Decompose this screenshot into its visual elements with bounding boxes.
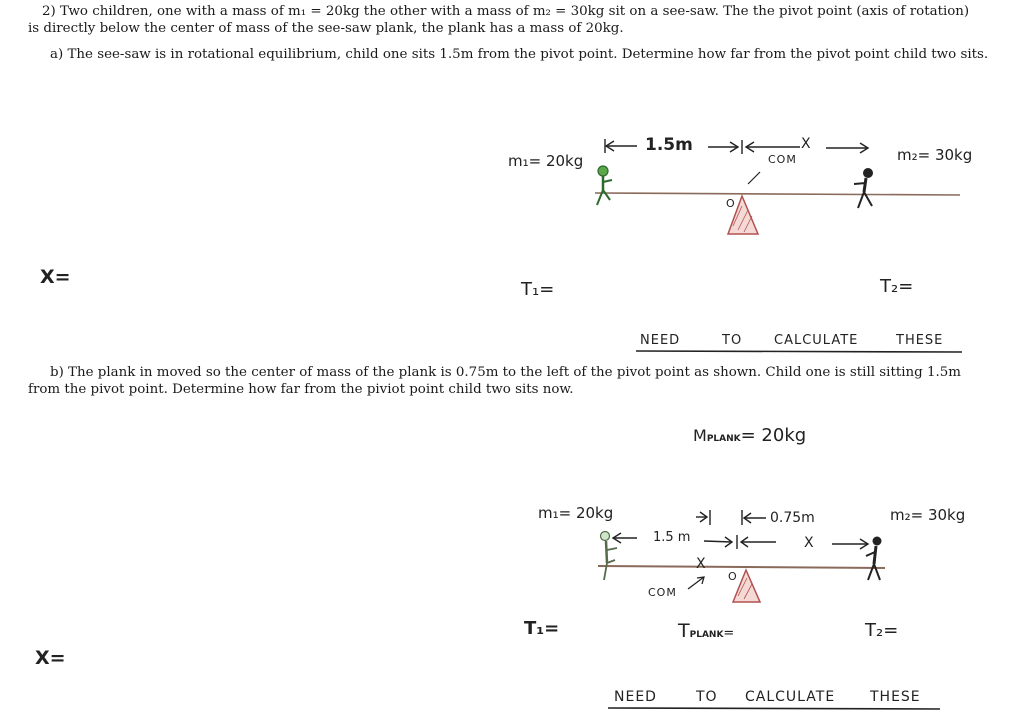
need-a: NEED	[640, 333, 681, 348]
tau2-label-b: T₂=	[865, 620, 899, 641]
part-a-question: a) The see-saw is in rotational equilibrium, child one sits 1.5m from the pivot point. Determine how far from the pivot point child two sits.	[50, 47, 989, 62]
child-two-figure-b	[866, 537, 882, 581]
child-one-figure-a	[597, 166, 612, 205]
problem-intro-line1: 2) Two children, one with a mass of m₁ = 20kg the other with a mass of m₂ = 30kg sit on a see-saw. The the pivot point (axis of rotation)	[42, 4, 970, 19]
these-b: THESE	[870, 689, 921, 705]
tau2-label-a: T₂=	[880, 276, 914, 297]
m2-label-b: m₂= 30kg	[890, 506, 966, 524]
x-mark-a: X	[801, 136, 811, 152]
child-two-figure-a	[854, 168, 873, 208]
x-equals-b: X=	[35, 647, 66, 669]
tau-plank-symbol: T	[678, 620, 690, 642]
com-label-b: COM	[648, 586, 677, 599]
tau1-label-b: T₁=	[524, 618, 560, 639]
tau-plank-label	[678, 620, 734, 642]
part-b-question-line2: from the pivot point. Determine how far from the piviot point child two sits now.	[28, 382, 574, 397]
to-a: TO	[722, 333, 743, 348]
com-label-a: COM	[768, 153, 797, 166]
pivot-triangle-b	[733, 570, 760, 602]
plank-a	[595, 193, 960, 195]
distance-1p5-label-b: 1.5 m	[653, 530, 691, 545]
pivot-label-a: O	[726, 197, 735, 210]
need-b: NEED	[614, 689, 657, 705]
plank-b	[598, 566, 885, 568]
pivot-label-b: O	[728, 570, 737, 583]
m-plank-subscript: PLANK	[706, 434, 741, 444]
x-equals-a: X=	[40, 266, 71, 288]
distance-label-a: 1.5m	[645, 135, 693, 155]
these-a: THESE	[896, 333, 944, 348]
m-plank-label	[693, 425, 806, 446]
tau-plank-subscript: PLANK	[689, 630, 724, 640]
m1-label-a: m₁= 20kg	[508, 152, 584, 170]
distance-0p75-label-b: 0.75m	[770, 510, 815, 526]
part-b-question-line1: b) The plank in moved so the center of mass of the plank is 0.75m to the left of the pivot point as shown. Child one is still sitting 1.5m	[50, 365, 961, 380]
m-plank-value: = 20kg	[740, 425, 807, 446]
m2-label-a: m₂= 30kg	[897, 146, 973, 164]
m1-label-b: m₁= 20kg	[538, 504, 614, 522]
calculate-b: CALCULATE	[745, 689, 836, 705]
x-mark-b: X	[804, 535, 814, 551]
tau1-label-a: T₁=	[521, 279, 555, 300]
to-b: TO	[696, 689, 718, 705]
problem-intro-line2: is directly below the center of mass of the see-saw plank, the plank has a mass of 20kg.	[28, 21, 624, 36]
calculate-a: CALCULATE	[774, 333, 859, 348]
tau-plank-equals: =	[723, 626, 735, 641]
com-mark-b: X	[696, 556, 706, 572]
m-plank-symbol: M	[693, 426, 707, 445]
